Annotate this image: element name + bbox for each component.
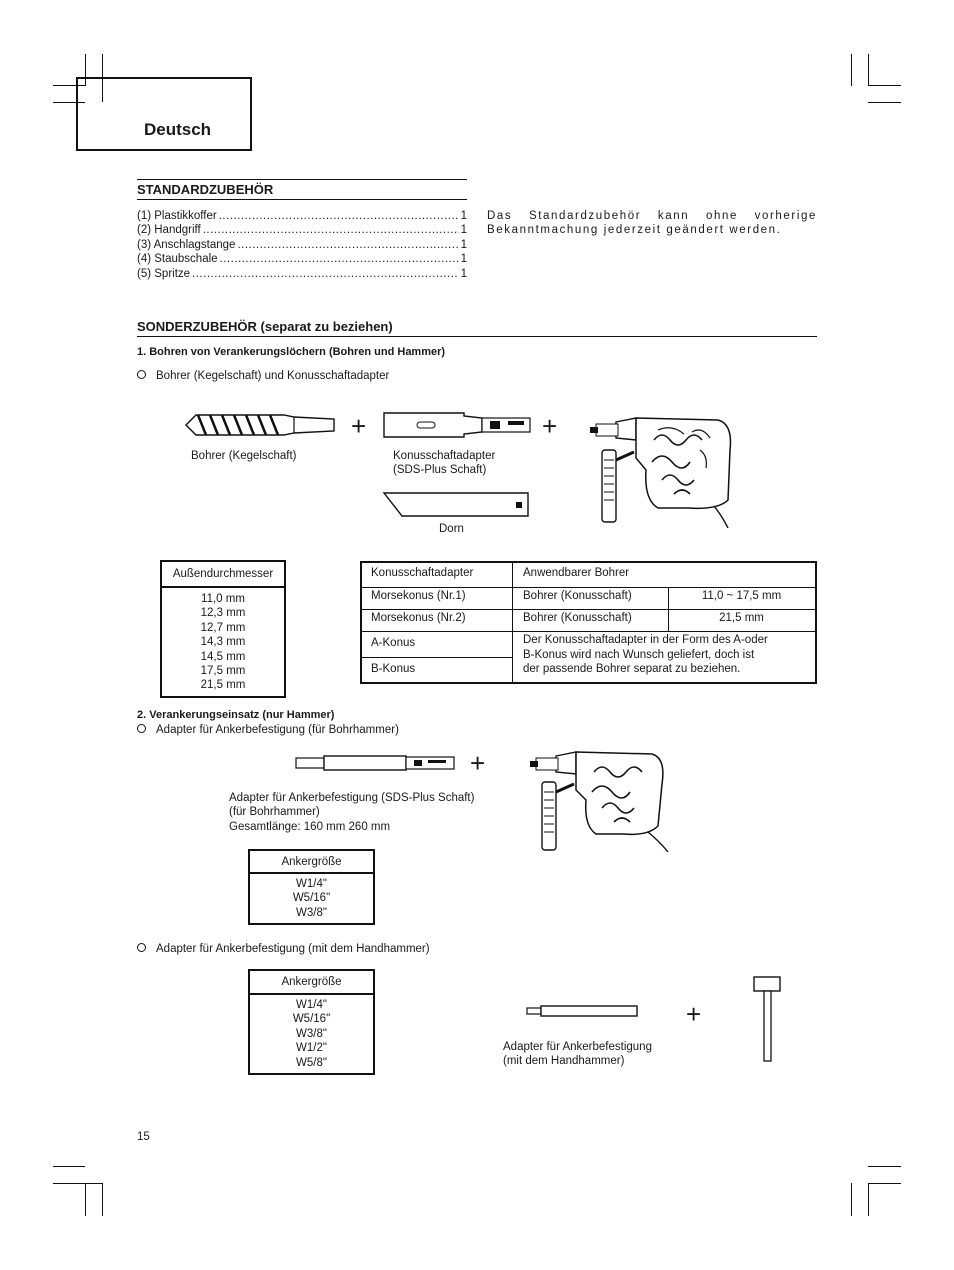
section1-title: 1. Bohren von Verankerungslöchern (Bohren und Hammer)	[137, 346, 446, 358]
plus-icon: +	[470, 748, 486, 778]
list-item: (3) Anschlagstange ..... 1	[137, 238, 467, 252]
bullet-circle-icon	[137, 724, 146, 733]
hand-anchor-adapter-illustration	[525, 1004, 641, 1018]
diameter-table	[160, 560, 286, 698]
cone-adapter-illustration	[382, 410, 532, 440]
plus-icon: +	[351, 411, 367, 441]
diameter-table-header: Außendurchmesser	[161, 561, 285, 587]
anchor-table-2-header: Ankergröße	[249, 970, 374, 994]
hammer-drill-illustration	[528, 744, 678, 852]
adapter-label-2: (für Bohrhammer)	[229, 806, 320, 818]
cone-col1-header: Konusschaftadapter	[371, 567, 474, 579]
label-drill: Bohrer (Kegelschaft)	[191, 450, 297, 462]
cone-a: A-Konus	[371, 637, 416, 649]
anchor-table-2	[248, 969, 375, 1075]
language-tab	[76, 77, 252, 151]
cone-row2-bit: Bohrer (Konusschaft)	[523, 612, 632, 624]
dorn-illustration	[382, 490, 532, 520]
anchor-table-1-header: Ankergröße	[249, 850, 374, 873]
cone-row1-adapter: Morsekonus (Nr.1)	[371, 590, 466, 602]
adapter-label-3: Gesamtlänge: 160 mm 260 mm	[229, 821, 391, 833]
hand-label-2: (mit dem Handhammer)	[503, 1055, 625, 1067]
section2-bullet2: Adapter für Ankerbefestigung (mit dem Handhammer)	[137, 943, 430, 955]
bullet-circle-icon	[137, 943, 146, 952]
cone-row1-size: 11,0 ~ 17,5 mm	[701, 590, 782, 602]
cone-ab-note-1: Der Konusschaftadapter in der Form des A-oder	[523, 634, 768, 646]
page-number: 15	[137, 1131, 150, 1143]
section2-bullet1: Adapter für Ankerbefestigung (für Bohrhammer)	[137, 724, 399, 736]
bullet-circle-icon	[137, 370, 146, 379]
label-adapter-1: Konusschaftadapter	[393, 450, 496, 462]
cone-b: B-Konus	[371, 663, 416, 675]
rule-optional	[137, 336, 817, 337]
cone-ab-note-2: B-Konus wird nach Wunsch geliefert, doch ist	[523, 649, 755, 661]
cone-col2-header: Anwendbarer Bohrer	[523, 567, 630, 579]
cone-row2-adapter: Morsekonus (Nr.2)	[371, 612, 466, 624]
language-label: Deutsch	[144, 120, 212, 139]
hammer-drill-illustration	[588, 410, 738, 528]
optional-heading: SONDERZUBEHÖR (separat zu beziehen)	[137, 319, 393, 334]
rule-standard	[137, 199, 467, 200]
hand-hammer-icon	[750, 974, 786, 1064]
list-item: (2) Handgriff ..... 1	[137, 223, 467, 237]
cone-row2-size: 21,5 mm	[719, 612, 764, 624]
label-dorn: Dorn	[439, 523, 464, 535]
diameter-values: 11,0 mm 12,3 mm 12,7 mm 14,3 mm 14,5 mm 17,5 mm 21,5 mm	[161, 587, 285, 697]
standard-heading: STANDARDZUBEHÖR	[137, 182, 274, 197]
plus-icon: +	[542, 411, 558, 441]
anchor-table-1-values: W1/4" W5/16" W3/8"	[249, 873, 374, 924]
drill-bit-illustration	[184, 405, 336, 445]
standard-list	[137, 209, 467, 281]
anchor-table-1	[248, 849, 375, 925]
plus-icon: +	[686, 999, 702, 1029]
section2-title: 2. Verankerungseinsatz (nur Hammer)	[137, 709, 335, 721]
cone-row1-bit: Bohrer (Konusschaft)	[523, 590, 632, 602]
list-item: (5) Spritze ..... 1	[137, 267, 467, 281]
rule-top-standard	[137, 179, 467, 180]
standard-note: Das Standardzubehör kann ohne vorherige Bekanntmachung jederzeit geändert werden.	[487, 210, 817, 237]
adapter-label-1: Adapter für Ankerbefestigung (SDS-Plus Schaft)	[229, 792, 475, 804]
anchor-adapter-illustration	[294, 753, 456, 773]
label-adapter-2: (SDS-Plus Schaft)	[393, 464, 487, 476]
hand-label-1: Adapter für Ankerbefestigung	[503, 1041, 652, 1053]
section1-bullet: Bohrer (Kegelschaft) und Konusschaftadapter	[137, 370, 389, 382]
cone-ab-note-3: der passende Bohrer separat zu beziehen.	[523, 663, 741, 675]
cone-table	[360, 561, 817, 684]
list-item: (4) Staubschale ..... 1	[137, 252, 467, 266]
list-item: (1) Plastikkoffer ..... 1	[137, 209, 467, 223]
anchor-table-2-values: W1/4" W5/16" W3/8" W1/2" W5/8"	[249, 994, 374, 1074]
